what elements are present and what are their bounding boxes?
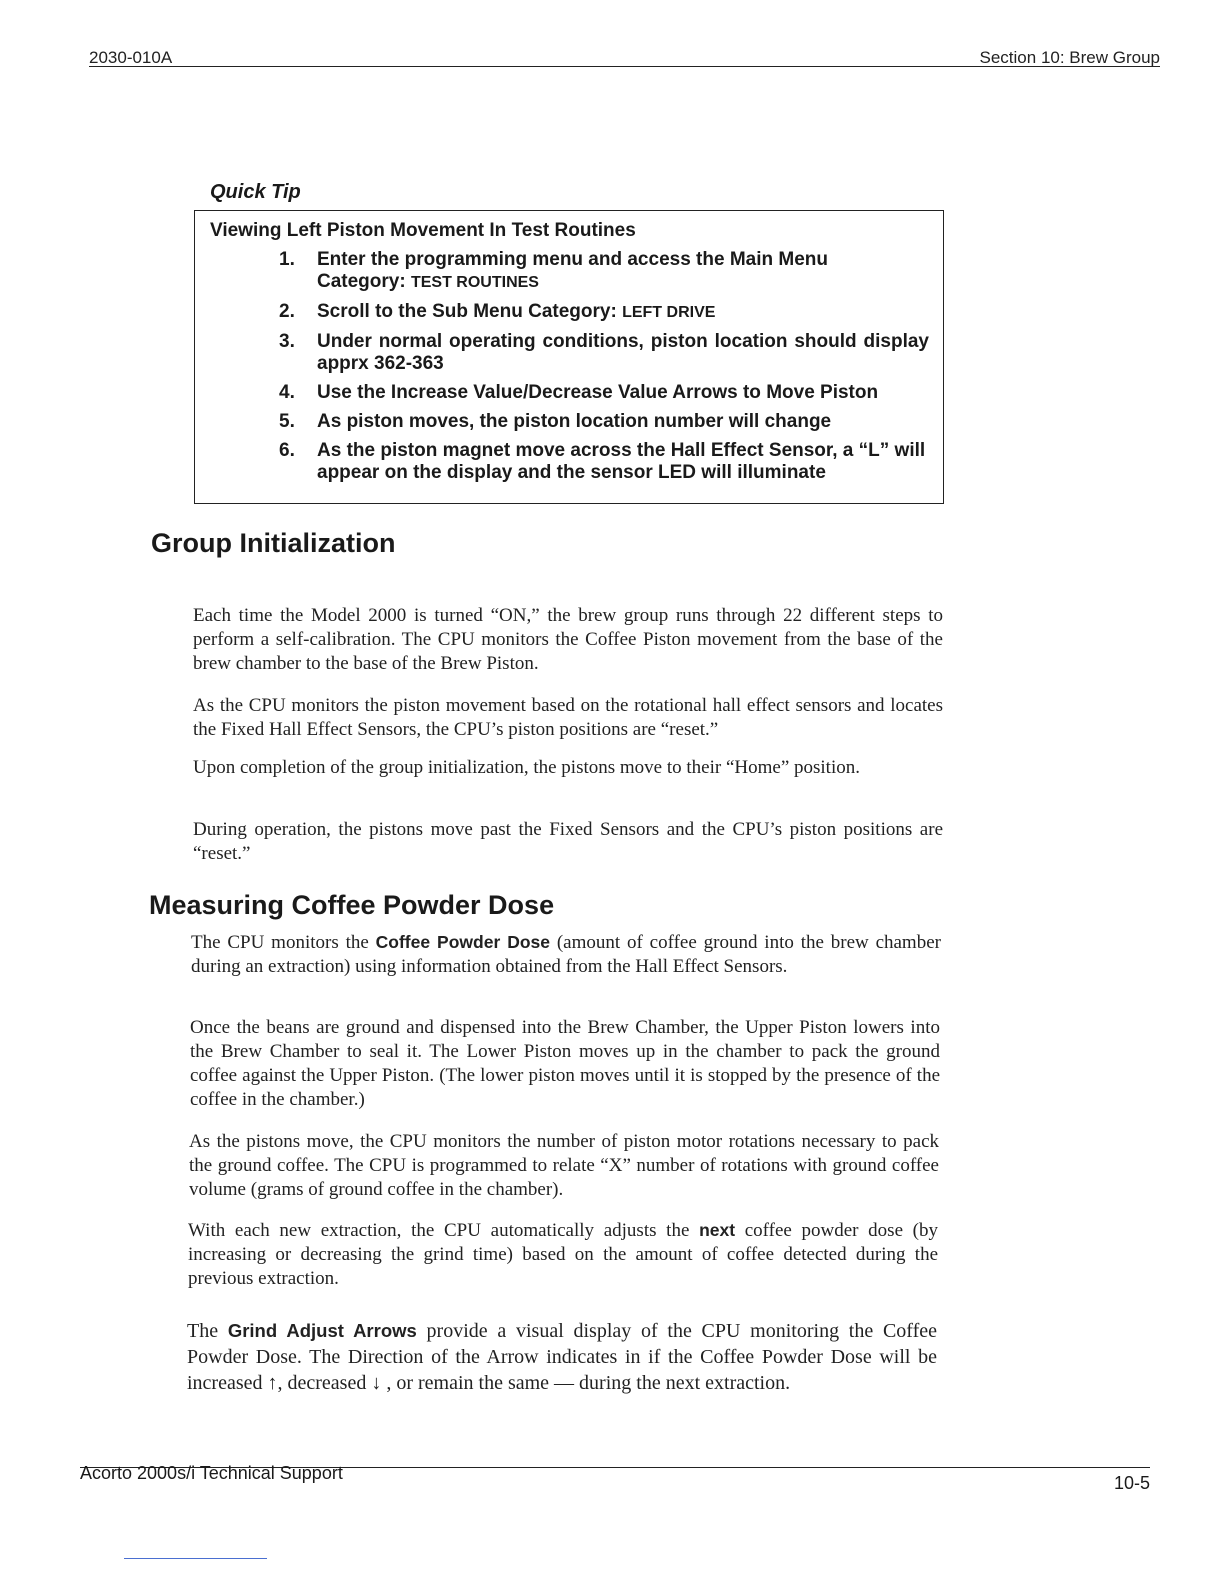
step-text: Under normal operating conditions, piston location should display apprx 362-363 — [317, 331, 929, 374]
measuring-paragraph-4: With each new extraction, the CPU automatically adjusts the next coffee powder dose (by increasing or decreasing the grind time) based on the amount of coffee detected during the previous extraction. — [188, 1220, 938, 1289]
quick-tip-title: Viewing Left Piston Movement In Test Routines — [210, 220, 636, 241]
step-number: 3. — [279, 331, 295, 352]
step-number: 5. — [279, 411, 295, 432]
tip-step-5 — [279, 411, 929, 433]
tip-step-1 — [279, 249, 929, 294]
group-init-paragraph-2: As the CPU monitors the piston movement based on the rotational hall effect sensors and locates the Fixed Hall Effect Sensors, the CPU’s piston positions are “reset.” — [193, 695, 943, 740]
step-number: 2. — [279, 301, 295, 322]
scan-artifact-line — [124, 1558, 267, 1559]
step-text: Enter the programming menu and access the Main Menu Category: TEST ROUTINES — [317, 249, 828, 292]
quick-tip-label: Quick Tip — [210, 181, 301, 203]
step-number: 4. — [279, 382, 295, 403]
step-text: Use the Increase Value/Decrease Value Arrows to Move Piston — [317, 382, 879, 403]
step-text: Scroll to the Sub Menu Category: LEFT DRIVE — [317, 301, 716, 322]
measuring-paragraph-2: Once the beans are ground and dispensed into the Brew Chamber, the Upper Piston lowers into the Brew Chamber to seal it. The Lower Piston moves up in the chamber to pack the ground coffee against the Upper Piston. (The lower piston moves until it is stopped by the presence of the coffee in the chamber.) — [190, 1017, 940, 1110]
step-number: 1. — [279, 249, 295, 270]
tip-step-4 — [279, 382, 929, 404]
group-init-paragraph-4: During operation, the pistons move past the Fixed Sensors and the CPU’s piston positions are “reset.” — [193, 819, 943, 864]
measuring-paragraph-3: As the pistons move, the CPU monitors the number of piston motor rotations necessary to pack the ground coffee. The CPU is programmed to relate “X” number of rotations with ground coffee volume (grams of ground coffee in the chamber). — [189, 1131, 939, 1200]
tip-step-6 — [279, 440, 929, 484]
header-rule — [89, 66, 1160, 67]
tip-step-2 — [279, 301, 929, 324]
footer-title: Acorto 2000s/i Technical Support — [80, 1463, 343, 1483]
step-number: 6. — [279, 440, 295, 461]
measuring-paragraph-5: The Grind Adjust Arrows provide a visual display of the CPU monitoring the Coffee Powder Dose. The Direction of the Arrow indicates in if the Coffee Powder Dose will be increased ↑, decreased ↓ , or remain the same — during the next extraction. — [187, 1320, 938, 1394]
heading-group-initialization: Group Initialization — [151, 528, 396, 558]
page-number: 10-5 — [1113, 1473, 1150, 1493]
step-text: As piston moves, the piston location number will change — [317, 411, 832, 432]
quick-tip-steps — [279, 249, 929, 491]
measuring-paragraph-1: The CPU monitors the Coffee Powder Dose (amount of coffee ground into the brew chamber during an extraction) using information obtained from the Hall Effect Sensors. — [191, 932, 941, 977]
quick-tip-box — [194, 210, 944, 504]
header-section: Section 10: Brew Group — [979, 48, 1160, 67]
heading-measuring-coffee-powder-dose: Measuring Coffee Powder Dose — [149, 890, 555, 920]
header-doc-number: 2030-010A — [89, 48, 173, 67]
tip-step-3 — [279, 331, 929, 375]
group-init-paragraph-1: Each time the Model 2000 is turned “ON,” the brew group runs through 22 different steps to perform a self-calibration. The CPU monitors the Coffee Piston movement from the base of the brew chamber to the base of the Brew Piston. — [193, 605, 943, 674]
group-init-paragraph-3: Upon completion of the group initialization, the pistons move to their “Home” position. — [193, 757, 860, 778]
step-text: As the piston magnet move across the Hall Effect Sensor, a “L” will appear on the display and the sensor LED will illuminate — [317, 440, 926, 483]
